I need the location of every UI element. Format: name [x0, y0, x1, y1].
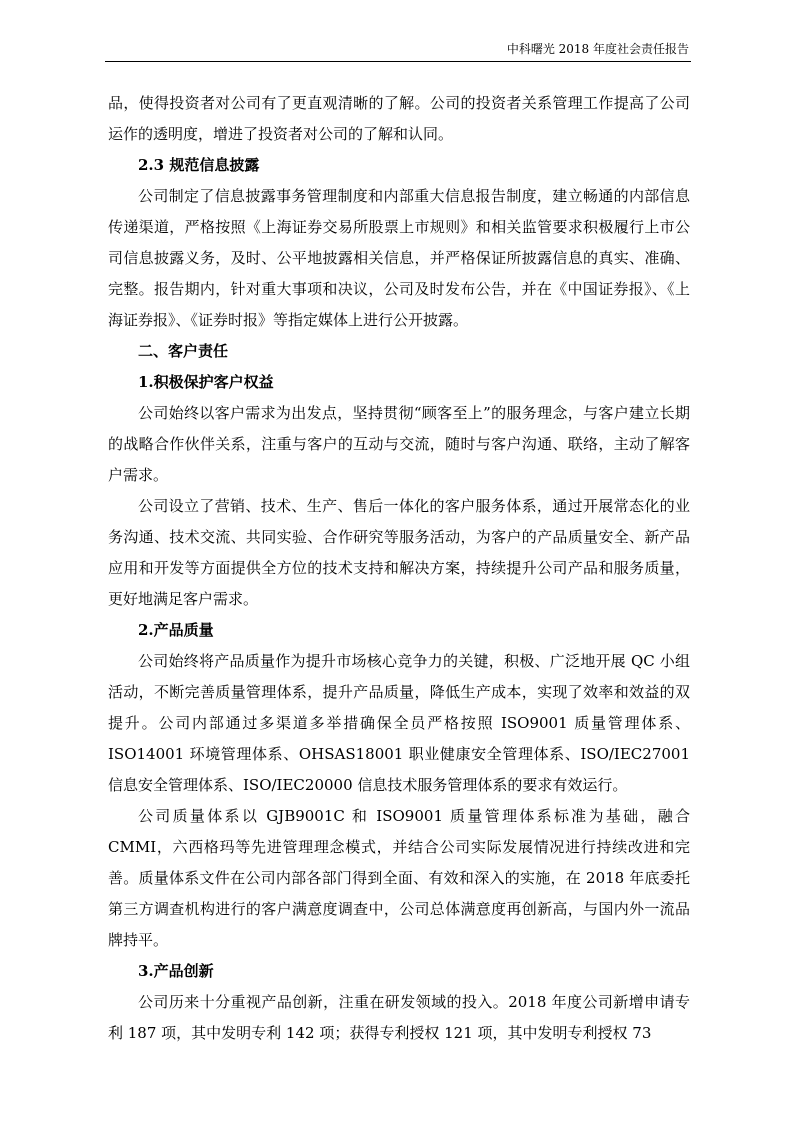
section-heading-product-innovation: 3.产品创新	[138, 962, 214, 980]
section-heading-product-quality: 2.产品质量	[138, 621, 214, 639]
paragraph-investor-relations: 品，使得投资者对公司有了更直观清晰的了解。公司的投资者关系管理工作提高了公司运作的透明度，增进了投资者对公司的了解和认同。	[108, 94, 690, 143]
section-heading-customer-rights: 1.积极保护客户权益	[138, 373, 274, 391]
header-divider	[105, 61, 691, 62]
paragraph-customer-needs: 公司始终以客户需求为出发点，坚持贯彻“顾客至上”的服务理念，与客户建立长期的战略合作伙伴关系，注重与客户的互动与交流，随时与客户沟通、联络，主动了解客户需求。	[108, 404, 690, 484]
document-body	[108, 88, 690, 1049]
page-header-title: 中科曙光 2018 年度社会责任报告	[506, 42, 689, 56]
section-heading-disclosure: 2.3 规范信息披露	[138, 156, 260, 174]
paragraph-customer-service-system: 公司设立了营销、技术、生产、售后一体化的客户服务体系，通过开展常态化的业务沟通、技术交流、共同实验、合作研究等服务活动，为客户的产品质量安全、新产品应用和开发等方面提供全方位的技术支持和解决方案，持续提升公司产品和服务质量，更好地满足客户需求。	[108, 497, 690, 608]
paragraph-quality-system: 公司质量体系以 GJB9001C 和 ISO9001 质量管理体系标准为基础，融合 CMMI，六西格玛等先进管理理念模式，并结合公司实际发展情况进行持续改进和完善。质量体系文件在公司内部各部门得到全面、有效和深入的实施，在 2018 年底委托第三方调查机构进行的客户满意度调查中，公司总体满意度再创新高，与国内外一流品牌持平。	[108, 807, 690, 949]
chapter-heading-customer-responsibility: 二、客户责任	[138, 342, 229, 360]
paragraph-disclosure: 公司制定了信息披露事务管理制度和内部重大信息报告制度，建立畅通的内部信息传递渠道，严格按照《上海证券交易所股票上市规则》和相关监管要求积极履行上市公司信息披露义务，及时、公平地披露相关信息，并严格保证所披露信息的真实、准确、完整。报告期内，针对重大事项和决议，公司及时发布公告，并在《中国证券报》、《上海证券报》、《证券时报》等指定媒体上进行公开披露。	[108, 187, 690, 329]
paragraph-quality-management: 公司始终将产品质量作为提升市场核心竞争力的关键，积极、广泛地开展 QC 小组活动，不断完善质量管理体系，提升产品质量，降低生产成本，实现了效率和效益的双提升。公司内部通过多渠道多举措确保全员严格按照 ISO9001 质量管理体系、ISO14001 环境管理体系、OHSAS18001 职业健康安全管理体系、ISO/IEC27001 信息安全管理体系、ISO/IEC20000 信息技术服务管理体系的要求有效运行。	[108, 652, 690, 794]
paragraph-innovation: 公司历来十分重视产品创新，注重在研发领域的投入。2018 年度公司新增申请专利 187 项，其中发明专利 142 项；获得专利授权 121 项，其中发明专利授权 73	[108, 993, 690, 1042]
